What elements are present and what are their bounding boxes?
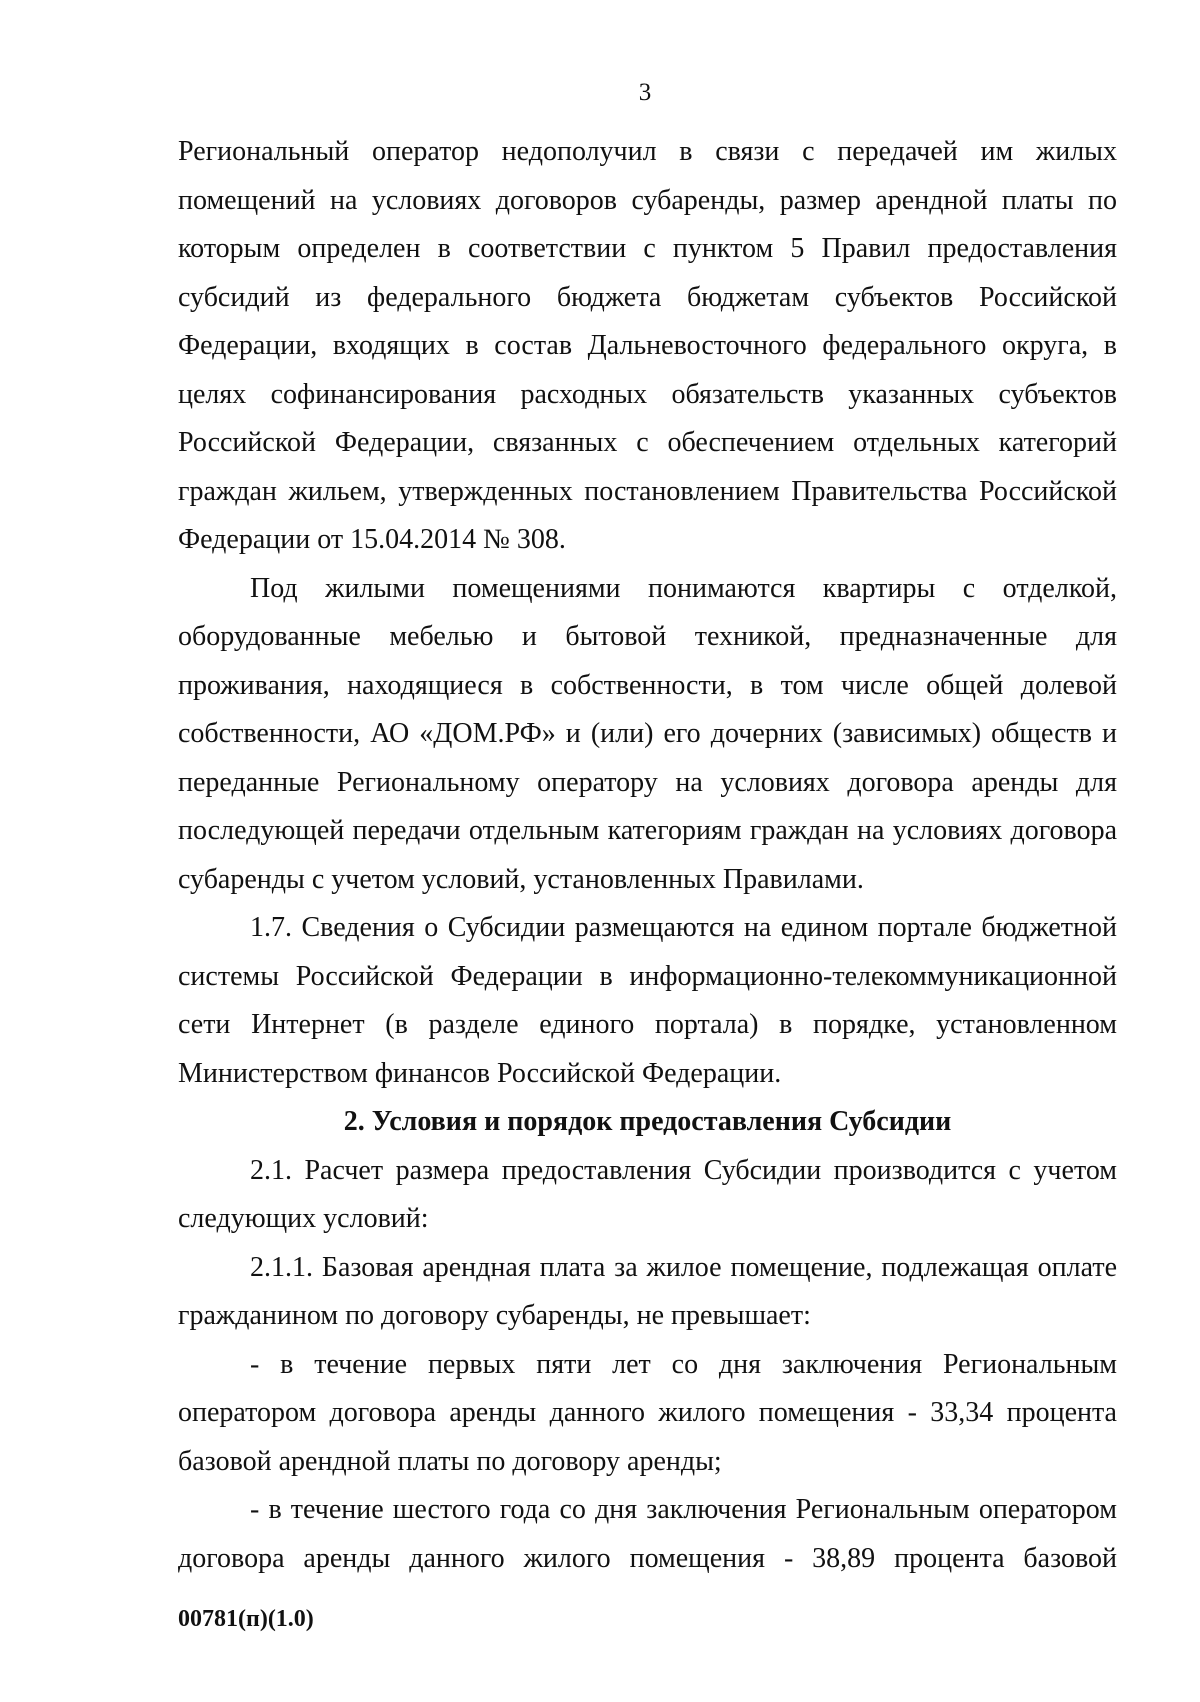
text-line: собственности, АО «ДОМ.РФ» и (или) его дочерних (зависимых) обществ и (178, 718, 1117, 749)
text-line: базовой арендной платы по договору аренды; (178, 1445, 722, 1477)
text-line: проживания, находящиеся в собственности, в том числе общей долевой (178, 669, 1117, 701)
text-line: 2.1.1. Базовая арендная плата за жилое помещение, подлежащая оплате (250, 1251, 1117, 1283)
section-heading: 2. Условия и порядок предоставления Субсидии (343, 1106, 952, 1137)
text-line: помещений на условиях договоров субаренды, размер арендной платы по (178, 184, 1117, 216)
text-line: сети Интернет (в разделе единого портала) в порядке, установленном (178, 1009, 1117, 1040)
text-line: последующей передачи отдельным категориям граждан на условиях договора (178, 815, 1117, 846)
text-line: которым определен в соответствии с пунктом 5 Правил предоставления (178, 233, 1117, 264)
paragraph (178, 1244, 1117, 1341)
text-line: Федерации, входящих в состав Дальневосточного федерального округа, в (178, 330, 1117, 361)
text-line: Региональный оператор недополучил в связи с передачей им жилых (178, 136, 1117, 167)
document-body (178, 128, 1117, 1583)
text-line: субаренды с учетом условий, установленных Правилами. (178, 863, 864, 895)
text-line: договора аренды данного жилого помещения - 38,89 процента базовой (178, 1542, 1117, 1574)
text-line: гражданином по договору субаренды, не превышает: (178, 1300, 811, 1331)
text-line: - в течение первых пяти лет со дня заключения Региональным (250, 1348, 1117, 1380)
text-line: Под жилыми помещениями понимаются квартиры с отделкой, (250, 572, 1117, 604)
paragraph (178, 1147, 1117, 1244)
text-line: переданные Региональному оператору на условиях договора аренды для (178, 766, 1117, 798)
text-line: граждан жильем, утвержденных постановлением Правительства Российской (178, 475, 1117, 507)
text-line: системы Российской Федерации в информационно-телекоммуникационной (178, 960, 1117, 992)
text-line: целях софинансирования расходных обязательств указанных субъектов (178, 378, 1117, 410)
paragraph (178, 1486, 1117, 1583)
text-line: субсидий из федерального бюджета бюджетам субъектов Российской (178, 281, 1117, 313)
text-line: оператором договора аренды данного жилого помещения - 33,34 процента (178, 1397, 1117, 1428)
text-line: следующих условий: (178, 1203, 429, 1234)
text-line: Российской Федерации, связанных с обеспечением отдельных категорий (178, 427, 1117, 458)
text-line: Федерации от 15.04.2014 № 308. (178, 524, 566, 555)
page-number: 3 (638, 79, 652, 106)
paragraph (178, 1341, 1117, 1487)
document-code: 00781(п)(1.0) (178, 1606, 314, 1632)
paragraph (178, 565, 1117, 905)
text-line: оборудованные мебелью и бытовой техникой, предназначенные для (178, 621, 1117, 652)
paragraph (178, 128, 1117, 565)
paragraph (178, 904, 1117, 1098)
text-line: Министерством финансов Российской Федерации. (178, 1057, 782, 1089)
text-line: 1.7. Сведения о Субсидии размещаются на едином портале бюджетной (250, 912, 1117, 943)
text-line: - в течение шестого года со дня заключения Региональным оператором (250, 1494, 1117, 1525)
text-line: 2.1. Расчет размера предоставления Субсидии производится с учетом (250, 1154, 1117, 1186)
